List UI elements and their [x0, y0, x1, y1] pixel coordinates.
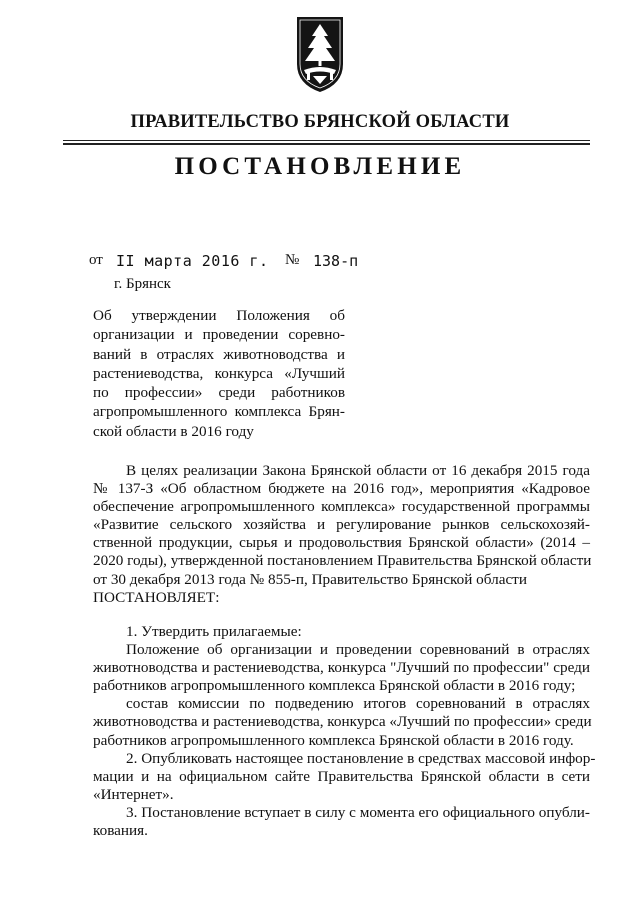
number-label: №: [285, 252, 300, 268]
document-date: II марта 2016 г.: [116, 252, 269, 270]
title-line: организации и проведении соревно-: [93, 326, 345, 344]
item-line: 3. Постановление вступает в силу с момента его официального опубли-: [126, 803, 590, 821]
item-line: животноводства и растениеводства, конкурса "Лучший по профессии" среди: [93, 659, 590, 677]
item-line: мации и на официальном сайте Правительства Брянской области в сети: [93, 767, 590, 785]
item-line: работников агропромышленного комплекса Брянской области в 2016 году;: [93, 677, 576, 695]
body-line: ПОСТАНОВЛЯЕТ:: [93, 588, 220, 606]
coat-of-arms-icon: [295, 14, 345, 94]
item-line: 2. Опубликовать настоящее постановление в средствах массовой инфор-: [126, 749, 596, 767]
preamble-paragraph: [93, 462, 590, 607]
title-line: Об утверждении Положения об: [93, 307, 345, 324]
body-line: обеспечение агропромышленного комплекса» государственной программы: [93, 498, 590, 516]
document-number: 138-п: [313, 252, 359, 270]
item-line: состав комиссии по подведению итогов соревнований в отраслях: [126, 695, 590, 713]
item-line: 1. Утвердить прилагаемые:: [126, 623, 302, 640]
item-line: животноводства и растениеводства, конкурса «Лучший по профессии» среди: [93, 713, 592, 731]
body-line: 2020 годы), утвержденной постановлением Правительства Брянской области: [93, 552, 592, 570]
resolution-items: [93, 623, 596, 840]
item-line: Положение об организации и проведении соревнований в отраслях: [126, 641, 590, 659]
title-line: растениеводства, конкурса «Лучший: [93, 364, 345, 382]
title-line: агропромышленного комплекса Брян-: [93, 403, 345, 421]
body-line: № 137-З «Об областном бюджете на 2016 год», мероприятия «Кадровое: [93, 480, 590, 498]
item-line: работников агропромышленного комплекса Брянской области в 2016 году.: [93, 731, 574, 749]
title-line: ваний в отраслях животноводства и: [93, 345, 345, 363]
date-prefix: от: [89, 252, 103, 268]
body-line: ственной продукции, сырья и продовольствия Брянской области» (2014 –: [93, 534, 590, 552]
title-line: ской области в 2016 году: [93, 422, 254, 440]
document-city: г. Брянск: [114, 276, 171, 292]
document-title: [93, 306, 345, 441]
organization-name: ПРАВИТЕЛЬСТВО БРЯНСКОЙ ОБЛАСТИ: [130, 112, 510, 132]
body-line: В целях реализации Закона Брянской области от 16 декабря 2015 года: [126, 462, 590, 479]
item-line: кования.: [93, 822, 148, 840]
body-line: «Развитие сельского хозяйства и регулирование рынков сельскохозяй-: [93, 516, 590, 534]
header-rule-thick: [63, 143, 590, 145]
title-line: по профессии» среди работников: [93, 384, 345, 402]
document-type: ПОСТАНОВЛЕНИЕ: [174, 153, 466, 180]
body-line: от 30 декабря 2013 года № 855-п, Правительство Брянской области: [93, 570, 527, 588]
item-line: «Интернет».: [93, 785, 174, 803]
header-rule-thin: [63, 140, 590, 141]
